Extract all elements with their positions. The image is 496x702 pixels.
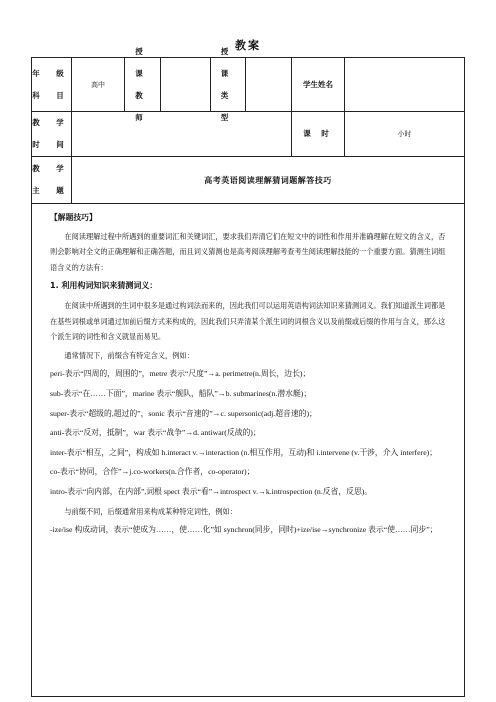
lesson-content [32, 204, 464, 696]
suffix-intro: 与前缀不同，后缀通常用来构成某种特定词性，例如： [64, 506, 237, 516]
student-name-value [345, 58, 464, 111]
header-row-2 [32, 112, 464, 157]
prefix-intro: 通常情况下，前缀含有特定含义，例如： [64, 350, 194, 360]
page-title: 教案 [235, 39, 261, 52]
lesson-plan-table [31, 46, 465, 697]
example-ize: -ize/ise 构成动词，表示“使成为……，使……化”如 synchron(同步，同时)+ize/ise→synchronize 表示“使……同步”； [50, 525, 438, 535]
method-subheading: 1. 利用构词知识来猜测词义： [50, 281, 158, 291]
teaching-time-value [72, 112, 292, 156]
example-sub: sub-表示“在……下面”，marine 表示“舰队，船队”→b. submarines(n.潜水艇)； [50, 388, 312, 398]
hours-value: 小时 [397, 130, 412, 138]
student-name-label: 学生姓名 [292, 58, 345, 111]
example-intro: intro-表示“向内部，在内部”,词根 spect 表示“看”→introspect v.→k.introspection (n.反省，反思)。 [50, 486, 373, 496]
section-title: 【解题技巧】 [50, 213, 97, 222]
teaching-topic-value: 高考英语阅读理解猜词题解答技巧 [204, 175, 332, 185]
class-type-label: 授 课 类 型 [211, 58, 246, 111]
teaching-time-label: 教 学 时 间 [32, 112, 72, 156]
header-row-1 [32, 46, 464, 122]
intro-paragraph: 在阅读理解过程中所遇到的重要词汇和关键词汇，要求我们弄清它们在短文中的词性和作用并准确理解在短文的含义，否则会影响对全文的正确理解和正确答题，而且词义猜测也是高考阅读理解考查考生阅读理解技能的一个重要方面。猜测生词组语含义的方法有： [50, 231, 446, 272]
class-type-value [246, 58, 292, 111]
header-row-3 [32, 157, 464, 204]
example-co: co-表示“协同，合作”→j.co-workers(n.合作者，co-operator)； [50, 467, 255, 477]
teacher-value [161, 58, 211, 111]
grade-value: 高中 [72, 58, 125, 111]
grade-subject-label: 年 级 科 目 [32, 58, 72, 111]
example-super: super-表示“超级的,超过的”，sonic 表示“音速的”→c. supersonic(adj.超音速的)； [50, 408, 317, 418]
teaching-topic-label: 教 学 主 题 [32, 157, 72, 203]
example-peri: peri-表示“四周的，周围的”，metre 表示“尺度”→a. perimetre(n.周长，边长)； [50, 369, 311, 379]
hours-label: 课 时 [292, 112, 345, 156]
example-anti: anti-表示“反对，抵制”，war 表示“战争”→d. antiwar(反战的)； [50, 428, 261, 438]
example-inter: inter-表示“相互，之间”，构成如 h.interact v.→interaction (n.相互作用，互动)和 i.intervene (v.干涉，介入 interfere)； [50, 447, 438, 457]
teacher-label: 授 课 教 师 [125, 58, 161, 111]
word-formation-paragraph: 在阅读中所遇到的生词中很多是通过构词法而来的，因此我们可以运用英语构词法知识来猜测词义。我们知道派生词都是在基些词根或单词通过加前后缀方式来构成的，因此我们只弄清某个派生词的词根含义以及前缀或后缀的作用与含义，那么这个派生词的词性和含义就显而易见。 [50, 300, 446, 342]
